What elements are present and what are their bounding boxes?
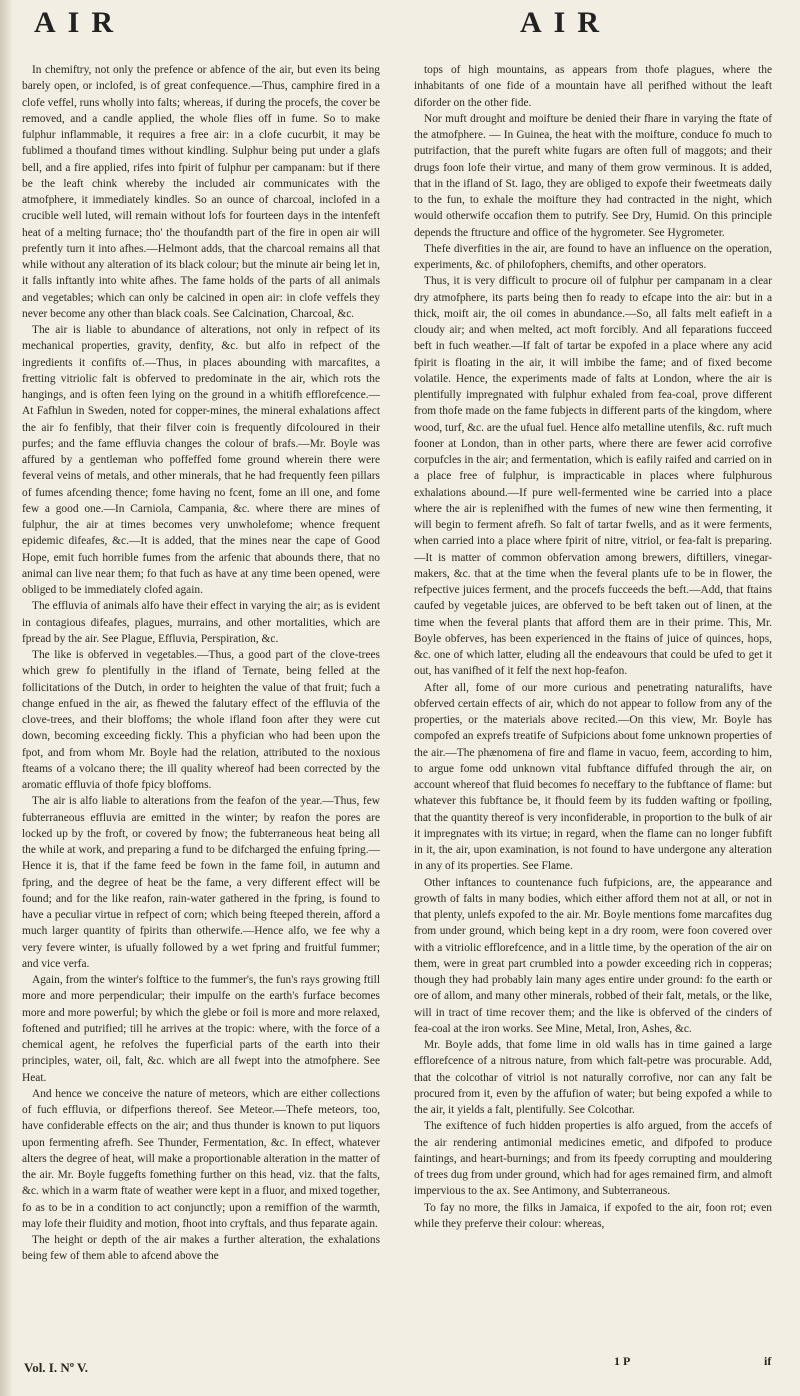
signature-mark: 1 P [614, 1354, 631, 1368]
catchword: if [764, 1354, 772, 1368]
paragraph: The effluvia of animals alfo have their effect in varying the air; as is evident in contagious difeafes, plagues, murrains, and other mortalities, which are fpread by the air. See Plague, Effluvia, Perspiration, &c. [22, 600, 380, 645]
volume-footer: Vol. I. Nº V. [24, 1360, 89, 1375]
paragraph: The like is obferved in vegetables.—Thus, a good part of the clove-trees which grew fo plentifully in the ifland of Ternate, being felled at the follicitations of the Dutch, in order to heighten the value of that fruit; fuch a change enfued in the air, as fhewed the falutary effect of the effluvia of the clove-trees, and their bloffoms; the whole ifland foon after they were cut down, becoming exceeding fickly. This a phyfician who had been upon the fpot, and from whom Mr. Boyle had the relation, attributed to the noxious fteams of a volcano there; the ill quality whereof had been corrected by the aromatic effluvia of thofe fpicy bloffoms. [22, 649, 380, 791]
paragraph: After all, fome of our more curious and penetrating naturalifts, have obferved certain effects of air, which do not appear to follow from any of the properties, or the materials above recited.—On this view, Mr. Boyle has compofed an exprefs treatife of Sufpicions about fome unknown properties of the air.—The phænomena of fire and flame in vacuo, feem, according to him, to argue fome odd unknown vital fubftance diffufed through the air, on account whereof that fluid becomes fo neceffary to the fubftance of flame: but whatever this fubftance be, it fhould feem by its fudden wafting or fpoiling, that the quantity thereof is very inconfiderable, in proportion to the bulk of air it impregnates with its virtue; in regard, when the flame can no longer fubfift in it, the air, upon examination, is not found to have undergone any alteration in any of its properties. See Flame. [414, 681, 772, 873]
paragraph: And hence we conceive the nature of meteors, which are either collections of fuch effluvia, or difperfions thereof. See Meteor.—Thefe meteors, too, have confiderable effects on the air; and thus thunder is known to put liquors upon fermenting afrefh. See Thunder, Fermentation, &c. In effect, whatever alters the degree of heat, will make a proportionable alteration in the matter of the air. Mr. Boyle fuggefts fomething further on this head, viz. that the falts, &c. which in a warm ftate of weather were kept in a fluor, and mixed together, fo as to be in a condition to act conjunctly; upon a remiffion of the warmth, may lofe their fluidity and motion, fhoot into cryftals, and thus feparate again. [22, 1087, 380, 1230]
paragraph: Thefe diverfities in the air, are found to have an influence on the operation, experiments, &c. of philofophers, chemifts, and other operators. [414, 242, 772, 271]
running-head-left: AIR [34, 6, 126, 39]
binding-gutter [0, 0, 12, 1396]
paragraph: Again, from the winter's folftice to the fummer's, the fun's rays growing ftill more and more perpendicular; their impulfe on the earth's furface becomes more and more powerful; by which the glebe or foil is more and more relaxed, foftened and putrified; till he arrives at the tropic: where, with the force of a chemical agent, he refolves the fuperficial parts of the earth into their principles, water, oil, falt, &c. which are all fwept into the atmofphere. See Heat. [22, 974, 380, 1084]
paragraph: Other inftances to countenance fuch fufpicions, are, the appearance and growth of falts in many bodies, which either afford them not at all, or not in that plenty, unlefs expofed to the air. Mr. Boyle mentions fome marcafites dug from under ground, which being kept in a dry room, were foon covered over with a vitriolic efflorefcence, and in a little time, by the operation of the air on them, were in great part crumbled into a powder exceeding rich in copperas; though they had probably lain many ages entire under ground: fo the earth or ore of allom, and many other minerals, robbed of their falt, metals, or the like, will in tract of time recover them; and the like is obferved of the cinders of fea-coal at the iron works. See Mine, Metal, Iron, Ashes, &c. [414, 876, 772, 1035]
paragraph: The air is liable to abundance of alterations, not only in refpect of its mechanical properties, gravity, denfity, &c. but alfo in refpect of the ingredients it confifts of.—Thus, in places abounding with marcafites, a fretting vitriolic falt is obferved to predominate in the air, which rots the hangings, and is often feen lying on the ground in a whitifh efflorefcence.—At Fafhlun in Sweden, noted for copper-mines, the mineral exhalations affect the air fo fenfibly, that their filver coin is frequently difcoloured in their purfes; and the fame effluvia changes the colour of brafs.—Mr. Boyle was affured by a gentleman who poffeffed fome ground wherein there were feveral veins of metals, and other minerals, that he had frequently feen pillars of fumes afcending thence; fome having no fcent, fome an ill one, and fome few a good one.—In Carniola, Campania, &c. where there are mines of fulphur, the air at times becomes very unwholefome; whence frequent epidemic difeafes, &c.—It is added, that the mines near the cape of Good Hope, emit fuch horrible fumes from the arfenic that abounds there, that no animal can live near them; fo that fuch as have at any time been opened, were obliged to be immediately clofed again. [22, 324, 380, 596]
left-column [22, 62, 380, 1362]
paragraph: Nor muft drought and moifture be denied their fhare in varying the ftate of the atmofphere. — In Guinea, the heat with the moifture, conduce fo much to putrifaction, that the pureft white fugars are often full of maggots; and their drugs foon lofe their virtue, and many of them grow verminous. It is added, that in the ifland of St. Iago, they are obliged to expofe their fweetmeats daily to the fun, to exhale the moifture they had contracted in the night, which would otherwife occafion them to putrify. See Dry, Humid. On this principle depends the ftructure and office of the hygrometer. See Hygrometer. [414, 112, 772, 239]
paragraph: Mr. Boyle adds, that fome lime in old walls has in time gained a large efflorefcence of a nitrous nature, from which falt-petre was procurable. Add, that the colcothar of vitriol is not naturally corrofive, nor can any falt be procured from it, even by the affufion of water; but being expofed a while to the air, it yields a falt, plentifully. See Colcothar. [414, 1039, 772, 1116]
paragraph: The height or depth of the air makes a further alteration, the exhalations being few of them able to afcend above the [22, 1234, 380, 1263]
paragraph: The air is alfo liable to alterations from the feafon of the year.—Thus, few fubterraneous effluvia are emitted in the winter; by reafon the pores are locked up by the froft, or covered by fnow; the fubterraneous heat being all the while at work, and preparing a fund to be difcharged the enfuing fpring.—Hence it is, that if the fame feed be fown in the fame foil, in autumn and fpring, and the degree of heat be the fame, a very different effect will be found; and for the like reafon, rain-water gathered in the fpring, is found to have a peculiar virtue in refpect of corn; which being fteeped therein, afford a much larger quantity of fpirits than otherwife.—Hence alfo, we fee why a very fevere winter, is ufually followed by a wet fpring and fruitful fummer; and vice verfa. [22, 795, 380, 970]
right-column [414, 62, 772, 1362]
running-head-right: AIR [520, 6, 612, 39]
paragraph: In chemiftry, not only the prefence or abfence of the air, but even its being barely open, or inclofed, is of great confequence.—Thus, camphire fired in a clofe veffel, runs wholly into falts; whereas, if during the procefs, the cover be removed, and a candle applied, the whole flies off in fume. So to make fulphur inflammable, it requires a free air: in a clofe cucurbit, it may be fublimed a thoufand times without kindling. Sulphur being put under a glafs bell, and a fire applied, rifes into fpirit of fulphur per campanam: but if there be the leaft chink whereby the included air communicates with the atmofphere, it immediately kindles. So an ounce of charcoal, inclofed in a crucible well luted, will remain without lofs for fourteen days in the intenfeft heat of a melting furnace; tho' the thoufandth part of the fire in open air will prefently turn it into afhes.—Helmont adds, that the charcoal remains all that while without any alteration of its black colour; but the minute air being let in, it falls inftantly into white afhes. The fame holds of the parts of all animals and vegetables; which can only be calcined in open air: in clofe veffels they never become any other than black coals. See Calcination, Charcoal, &c. [22, 64, 380, 320]
paragraph: The exiftence of fuch hidden properties is alfo argued, from the accefs of the air rendering antimonial medicines emetic, and difpofed to produce faintings, and heart-burnings; and from its fpeedy corrupting and mouldering of trees dug from under ground, which had for ages remained firm, and almoft impervious to the ax. See Antimony, and Subterraneous. [414, 1120, 772, 1198]
paragraph: To fay no more, the filks in Jamaica, if expofed to the air, foon rot; even while they preferve their colour: whereas, [414, 1201, 772, 1230]
paragraph: tops of high mountains, as appears from thofe plagues, where the inhabitants of one fide of a mountain have all perifhed without the leaft diforder on the other fide. [414, 64, 772, 109]
paragraph: Thus, it is very difficult to procure oil of fulphur per campanam in a clear dry atmofphere, its parts being then fo ready to efcape into the air: but in a thick, moift air, the oil comes in abundance.—So, all falts melt eafieft in a cloudy air; and when melted, act moft forcibly. And all feparations fucceed beft in fuch weather.—If falt of tartar be expofed in a place where any acid fpirit is floating in the air, it will imbibe the fame; and of fixed become volatile. Hence, the experiments made of falts at London, where the air is plentifully impregnated with fulphur exhaled from fea-coal, prove different from thofe made on the fame fubjects in different parts of the kingdom, where wood, turf, &c. are the ufual fuel. Hence alfo metalline utenfils, &c. ruft much fooner at London, than in other parts, where there are fewer acid corrofive corpufcles in the air; and fermentation, which is eafily raifed and carried on in a place free of fulphur, is impracticable in places where fulphurous exhalations abound.—If pure well-fermented wine be carried into a place where the air is replenifhed with the fumes of new wine then fermenting, it will begin to ferment afrefh. So falt of tartar fwells, and as it were ferments, when carried into a place where fpirit of nitre, vitriol, or fea-falt is preparing.—It is matter of common obfervation among brewers, diftillers, vinegar-makers, &c. that at the time when the feveral plants ufe to be in flower, the refpective juices ferment, and the procefs fucceeds the beft.—Add, that ftains caufed by vegetable juices, are obferved to be beft taken out of linen, at the time when the feveral plants that afford them are in their prime. This, Mr. Boyle obferves, has been experienced in the ftains of juice of quinces, hops, &c. one of which latter, eluding all the endeavours that could be ufed to get it out, has vanifhed of it felf the next hop-feafon. [414, 275, 772, 678]
